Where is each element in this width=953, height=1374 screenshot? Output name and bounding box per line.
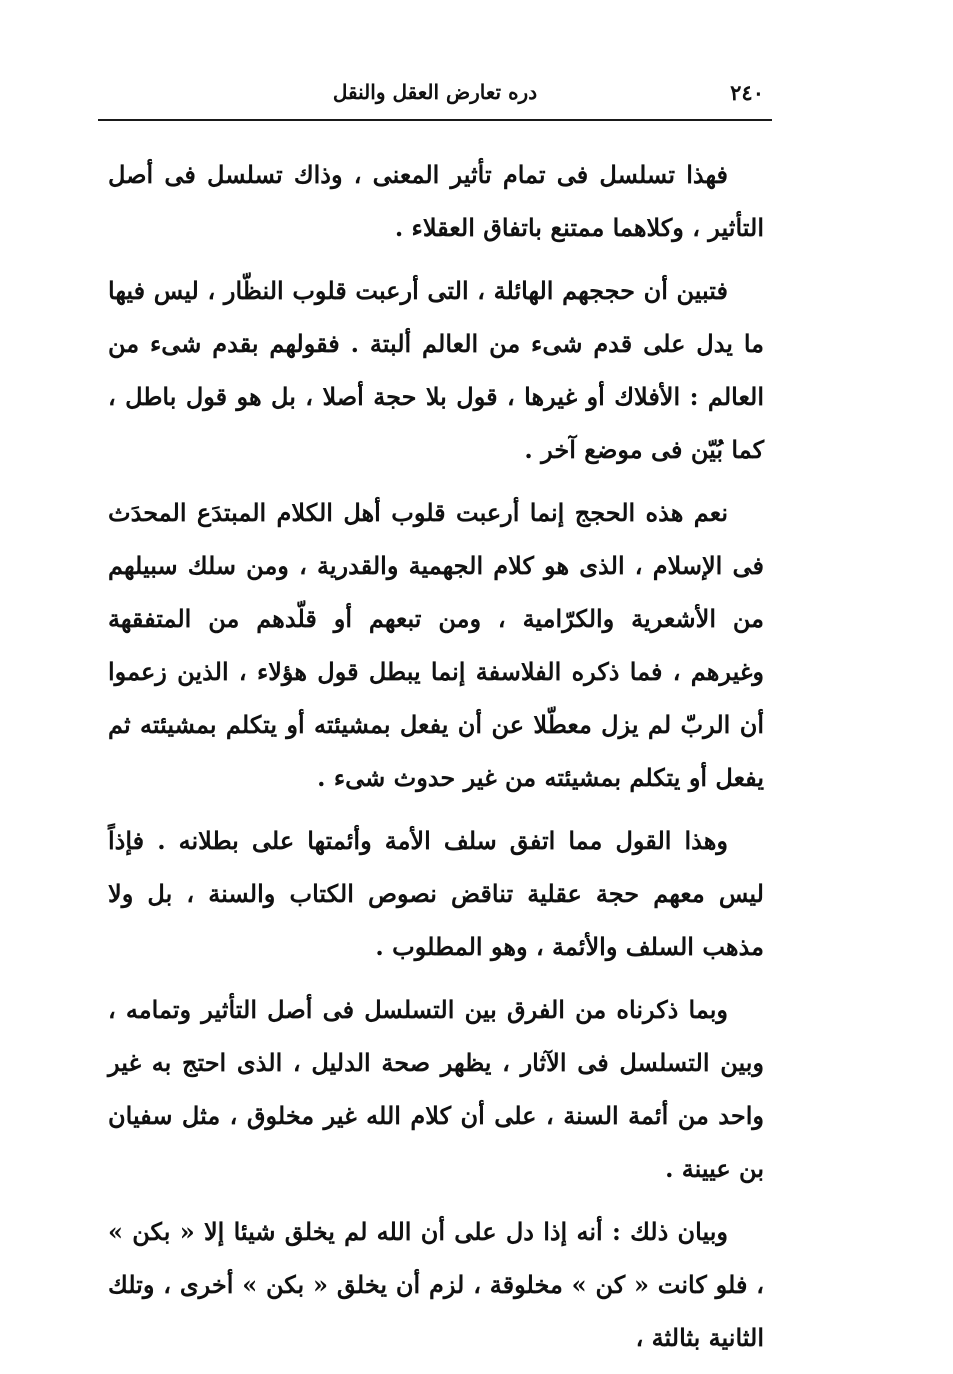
paragraph-2: فتبين أن حججهم الهائلة ، التى أرعبت قلوب النظّار ، ليس فيها ما يدل على قدم شىء من العالم ألبتة . فقولهم بقدم شىء من العالم : الأفلاك أو غيرها ، قول بلا حجة أصلا ، بل هو قول باطل ، كما بُيّن فى موضع آخر . <box>108 276 764 464</box>
paragraph-5: وبما ذكرناه من الفرق بين التسلسل فى أصل التأثير وتمامه ، وبين التسلسل فى الآثار ، يظهر صحة الدليل ، الذى احتج به غير واحد من أئمة السنة ، على أن كلام الله غير مخلوق ، مثل سفيان بن عيينة . <box>108 995 764 1183</box>
running-title: دره تعارض العقل والنقل <box>332 80 538 104</box>
header-divider <box>98 119 772 121</box>
paragraph-4: وهذا القول مما اتفق سلف الأمة وأئمتها على بطلانه . فإذاً ليس معهم حجة عقلية تناقض نصوص الكتاب والسنة ، بل ولا مذهب السلف والأئمة ، وهو المطلوب . <box>108 826 764 961</box>
paragraph-1: فهذا تسلسل فى تمام تأثير المعنى ، وذاك تسلسل فى أصل التأثير ، وكلاهما ممتنع باتفاق العقلاء . <box>108 160 764 242</box>
body-text <box>108 148 764 1374</box>
page-header <box>98 72 772 114</box>
paragraph-3: نعم هذه الحجج إنما أرعبت قلوب أهل الكلام المبتدَع المحدَث فى الإسلام ، الذى هو كلام الجهمية والقدرية ، ومن سلك سبيلهم من الأشعرية والكرّامية ، ومن تبعهم أو قلّدهم من المتفقهة وغيرهم ، فما ذكره الفلاسفة إنما يبطل قول هؤلاء ، الذين زعموا أن الربّ لم يزل معطّلا عن أن يفعل بمشيئته أو يتكلم بمشيئته ثم يفعل أو يتكلم بمشيئته من غير حدوث شىء . <box>108 498 765 792</box>
page-number: ٢٤٠ <box>730 80 764 105</box>
paragraph-6: وبيان ذلك : أنه إذا دل على أن الله لم يخلق شيئا إلا « بكن » ، فلو كانت « كن » مخلوقة ، لزم أن يخلق « بكن » أخرى ، وتلك الثانية بثالثة ، <box>108 1217 764 1352</box>
